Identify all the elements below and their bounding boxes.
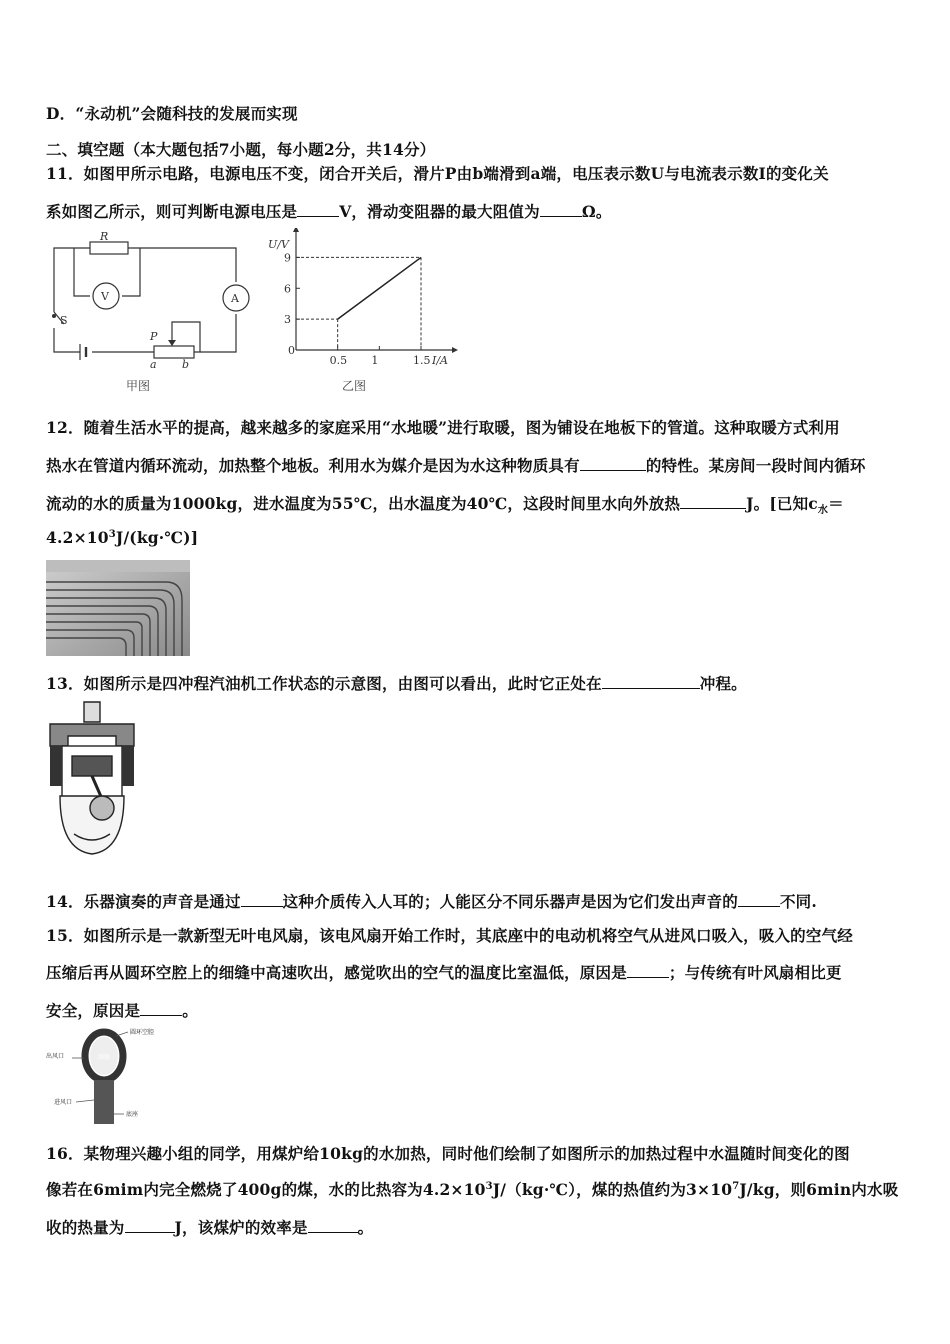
label-V: V — [101, 290, 109, 303]
q12-text-2: 的特性。某房间一段时间内循环 — [645, 456, 866, 475]
q15-line2 — [46, 961, 842, 983]
q15-blank-reason1[interactable] — [627, 963, 669, 978]
q16-sup-2: 7 — [732, 1180, 740, 1192]
engine-diagram — [46, 700, 138, 860]
y-tick-label-1: 6 — [284, 282, 291, 296]
q11-blank-resistance[interactable] — [540, 202, 582, 217]
q11-line1: 11．如图甲所示电路，电源电压不变，闭合开关后，滑片P由b端滑到a端，电压表示数U与电流表示数I的变化关 — [46, 164, 829, 183]
y-axis-arrow — [293, 228, 299, 232]
q14-blank-medium[interactable] — [241, 892, 283, 907]
option-d: D．“永动机”会随科技的发展而实现 — [46, 104, 298, 123]
q16-text-1: 像若在6mim内完全燃烧了400g的煤，水的比热容为4.2×10 — [46, 1180, 486, 1199]
q12-text-7: J/(kg·℃)] — [115, 528, 199, 547]
q16-blank-efficiency[interactable] — [308, 1218, 358, 1233]
q12-text-6: 4.2×10 — [46, 528, 109, 547]
q14-text-3: 不同. — [779, 892, 817, 911]
q12-blank-heat[interactable] — [680, 494, 746, 509]
q16-blank-heat[interactable] — [125, 1218, 175, 1233]
x-tick-label-1: 1 — [371, 354, 379, 367]
q16-text-6: 。 — [357, 1218, 374, 1237]
q11-text-2: V，滑动变阻器的最大阻值为 — [339, 202, 540, 221]
q16-text-3: J/kg，则6min内水吸 — [739, 1180, 899, 1199]
y-axis-label: U/V — [268, 238, 289, 251]
q13-text-1: 13．如图所示是四冲程汽油机工作状态的示意图，由图可以看出，此时它正处在 — [46, 674, 602, 693]
x-tick-label-2: 1.5 — [413, 354, 431, 367]
q15-blank-reason2[interactable] — [140, 1001, 182, 1016]
q13-line — [46, 672, 747, 694]
floor-heating-photo — [46, 560, 190, 656]
q16-sup-1: 3 — [485, 1180, 493, 1192]
caption-jia: 甲图 — [126, 379, 151, 393]
q16-text-2: J/（kg·℃），煤的热值约为3×10 — [492, 1180, 733, 1199]
q16-line3 — [46, 1216, 373, 1238]
label-a: a — [150, 358, 157, 371]
label-base: 底座 — [126, 1111, 139, 1118]
q15-text-4: 。 — [182, 1001, 198, 1020]
q12-line1: 12．随着生活水平的提高，越来越多的家庭采用“水地暖”进行取暖，图为铺设在地板下的管道。这种取暖方式利用 — [46, 418, 840, 437]
q13-text-2: 冲程。 — [699, 674, 747, 693]
q12-sub-water: 水 — [817, 505, 829, 517]
y-tick-label-2: 9 — [284, 251, 291, 265]
x-axis-label: I/A — [432, 354, 448, 367]
q14-blank-timbre[interactable] — [738, 892, 780, 907]
q12-text-5: ＝ — [828, 494, 844, 513]
q16-line2 — [46, 1178, 898, 1200]
label-b: b — [182, 358, 190, 371]
q15-text-1: 压缩后再从圆环空腔上的细缝中高速吹出，感觉吹出的空气的温度比室温低，原因是 — [46, 963, 627, 982]
y-tick-label-0: 3 — [284, 313, 291, 327]
q12-text-3: 流动的水的质量为1000kg，进水温度为55℃，出水温度为40℃，这段时间里水向外放热 — [46, 494, 681, 513]
q11-text-3: Ω。 — [581, 202, 612, 221]
label-ring: 圆环空腔 — [130, 1029, 155, 1036]
q15-text-3: 安全，原因是 — [46, 1001, 141, 1020]
origin-label: 0 — [288, 344, 295, 357]
label-slit: 细缝 — [98, 1054, 111, 1061]
label-outlet: 出风口 — [46, 1053, 65, 1060]
q13-blank-stroke[interactable] — [602, 674, 700, 689]
q15-line3 — [46, 999, 198, 1021]
q16-line1: 16．某物理兴趣小组的同学，用煤炉给10kg的水加热，同时他们绘制了如图所示的加热过程中水温随时间变化的图 — [46, 1144, 850, 1163]
q14-text-2: 这种介质传入人耳的；人能区分不同乐器声是因为它们发出声音的 — [282, 892, 738, 911]
ui-graph — [266, 228, 462, 398]
q15-line1: 15．如图所示是一款新型无叶电风扇，该电风扇开始工作时，其底座中的电动机将空气从进风口吸入，吸入的空气经 — [46, 926, 853, 945]
x-axis-arrow — [452, 347, 458, 353]
q12-text-1: 热水在管道内循环流动，加热整个地板。利用水为媒介是因为水这种物质具有 — [46, 456, 580, 475]
q11-text-1: 系如图乙所示，则可判断电源电压是 — [46, 202, 298, 221]
x-tick-label-0: 0.5 — [329, 354, 348, 367]
data-line — [338, 257, 421, 319]
label-inlet: 进风口 — [54, 1099, 73, 1106]
q12-line3 — [46, 492, 844, 516]
section-heading: 二、填空题（本大题包括7小题，每小题2分，共14分） — [46, 140, 436, 159]
q11-line2 — [46, 200, 612, 222]
q14-line — [46, 890, 817, 912]
q12-line2 — [46, 454, 866, 476]
bladeless-fan-diagram — [46, 1028, 172, 1126]
label-R: R — [100, 230, 109, 243]
q12-sup: 3 — [108, 528, 116, 540]
q16-text-4: 收的热量为 — [46, 1218, 125, 1237]
label-A: A — [231, 292, 239, 305]
circuit-diagram — [42, 228, 254, 398]
label-S: S — [60, 314, 68, 327]
q11-blank-voltage[interactable] — [297, 202, 339, 217]
q12-blank-property[interactable] — [580, 456, 646, 471]
q16-text-5: J，该煤炉的效率是 — [174, 1218, 308, 1237]
q14-text-1: 14．乐器演奏的声音是通过 — [46, 892, 241, 911]
label-P: P — [150, 330, 158, 343]
q12-text-4: J。[已知c — [746, 494, 818, 513]
q15-text-2: ；与传统有叶风扇相比更 — [668, 963, 842, 982]
caption-yi: 乙图 — [342, 379, 367, 393]
q12-line4 — [46, 528, 198, 547]
